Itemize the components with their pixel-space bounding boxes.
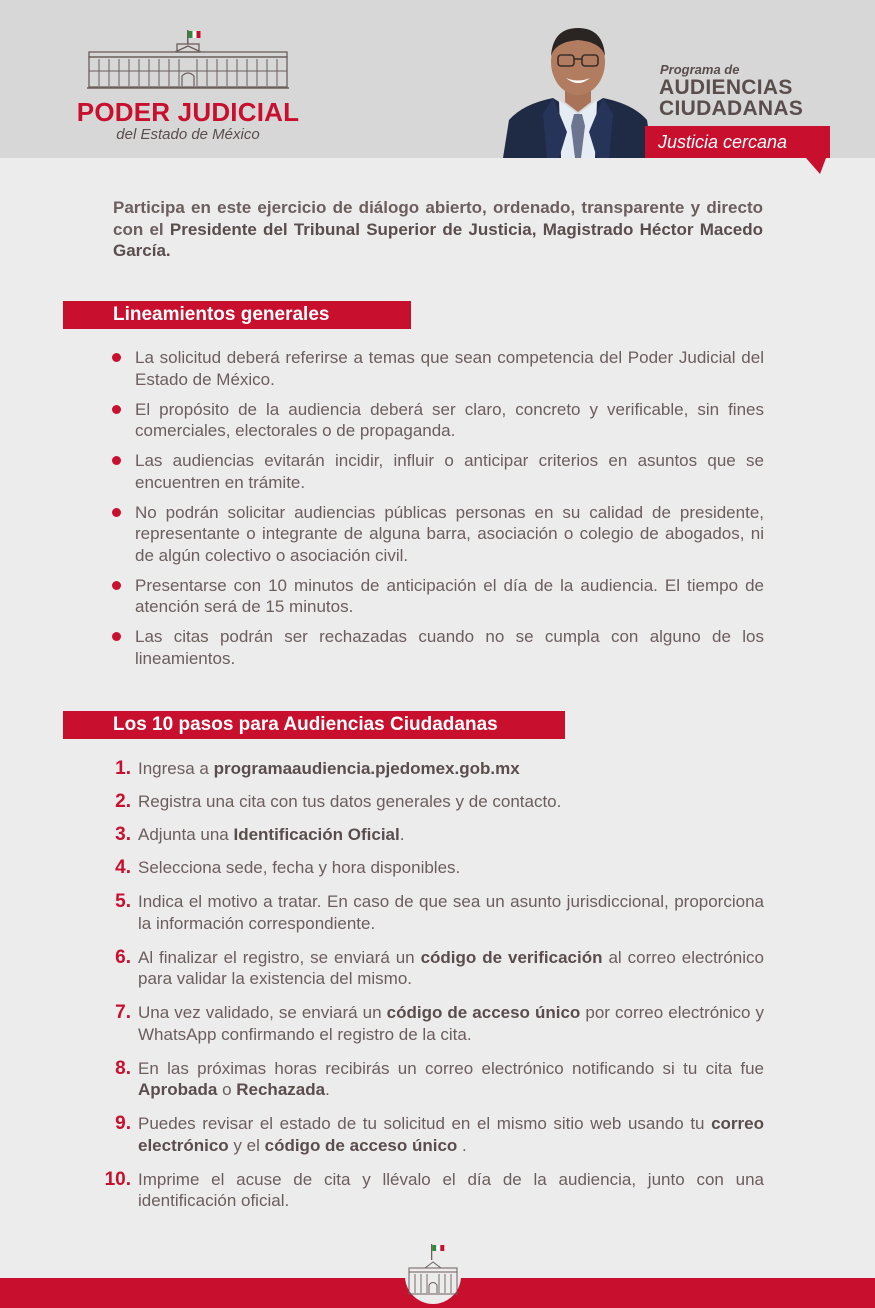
tagline-banner: Justicia cercana [645,126,830,158]
step-number: 8. [115,1057,131,1079]
step-item: 4. Selecciona sede, fecha y hora disponibles. [97,857,764,879]
steps-list [97,758,764,1212]
step-item: 10. Imprime el acuse de cita y llévalo el día de la audiencia, junto con una identificación oficial. [97,1169,764,1212]
list-item: No podrán solicitar audiencias públicas personas en su calidad de presidente, representante o integrante de alguna barra, asociación o colegio de abogados, ni de algún colectivo o asociación civil. [112,502,764,567]
bullet-icon [112,353,121,362]
step-number: 6. [115,946,131,968]
step-item: 9. Puedes revisar el estado de tu solicitud en el mismo sitio web usando tu correo electrónico y el código de acceso único . [97,1113,764,1156]
list-item: Las audiencias evitarán incidir, influir o anticipar criterios en asuntos que se encuentren en trámite. [112,450,764,493]
step-number: 4. [115,857,131,878]
section-title-pasos: Los 10 pasos para Audiencias Ciudadanas [63,711,565,739]
step-link-text: programaaudiencia.pjedomex.gob.mx [213,759,520,778]
list-item: Las citas podrán ser rechazadas cuando no se cumpla con alguno de los lineamientos. [112,626,764,669]
step-number: 9. [115,1113,131,1134]
step-number: 2. [115,791,131,812]
step-item: 2. Registra una cita con tus datos generales y de contacto. [97,791,764,813]
step-number: 7. [115,1002,131,1023]
step-number: 5. [115,891,131,912]
list-item: La solicitud deberá referirse a temas que sean competencia del Poder Judicial del Estado de México. [112,347,764,390]
intro-paragraph [113,197,763,262]
step-number: 10. [104,1168,131,1190]
bullet-icon [112,456,121,465]
step-item: 1. Ingresa a programaaudiencia.pjedomex.gob.mx [97,758,764,780]
org-subtitle: del Estado de México [116,126,260,143]
poder-judicial-logo [68,28,308,144]
program-title-line-1: AUDIENCIAS [659,76,793,99]
org-name: PODER JUDICIAL [76,97,300,127]
bullet-icon [112,581,121,590]
step-item: 8. En las próximas horas recibirás un correo electrónico notificando si tu cita fue Aprobada o Rechazada. [97,1058,764,1101]
step-item: 5. Indica el motivo a tratar. En caso de que sea un asunto jurisdiccional, proporciona la información correspondiente. [97,891,764,934]
step-item: 6. Al finalizar el registro, se enviará un código de verificación al correo electrónico para validar la existencia del mismo. [97,947,764,990]
government-seal-icon [401,1240,465,1304]
step-number: 1. [115,758,131,779]
tagline-tail [806,158,826,174]
guidelines-list [112,347,764,678]
intro-highlight: Presidente del Tribunal Superior de Justicia, Magistrado Héctor Macedo García. [113,219,763,260]
step-item: 7. Una vez validado, se enviará un código de acceso único por correo electrónico y WhatsApp confirmando el registro de la cita. [97,1002,764,1045]
step-item: 3. Adjunta una Identificación Oficial. [97,824,764,846]
program-pretitle: Programa de [660,62,740,77]
program-title-block [655,62,830,119]
magistrate-portrait [503,22,653,158]
step-number: 3. [115,824,131,845]
list-item: El propósito de la audiencia deberá ser claro, concreto y verificable, sin fines comerciales, electorales o de propaganda. [112,399,764,442]
program-title-line-2: CIUDADANAS [659,97,804,120]
bullet-icon [112,508,121,517]
intro-text: Participa en este ejercicio de diálogo abierto, ordenado, transparente y directo con el [113,198,763,239]
bullet-icon [112,405,121,414]
section-title-lineamientos: Lineamientos generales [63,301,411,329]
list-item: Presentarse con 10 minutos de anticipación el día de la audiencia. El tiempo de atención será de 15 minutos. [112,575,764,618]
government-palace-icon [87,28,289,92]
bullet-icon [112,632,121,641]
